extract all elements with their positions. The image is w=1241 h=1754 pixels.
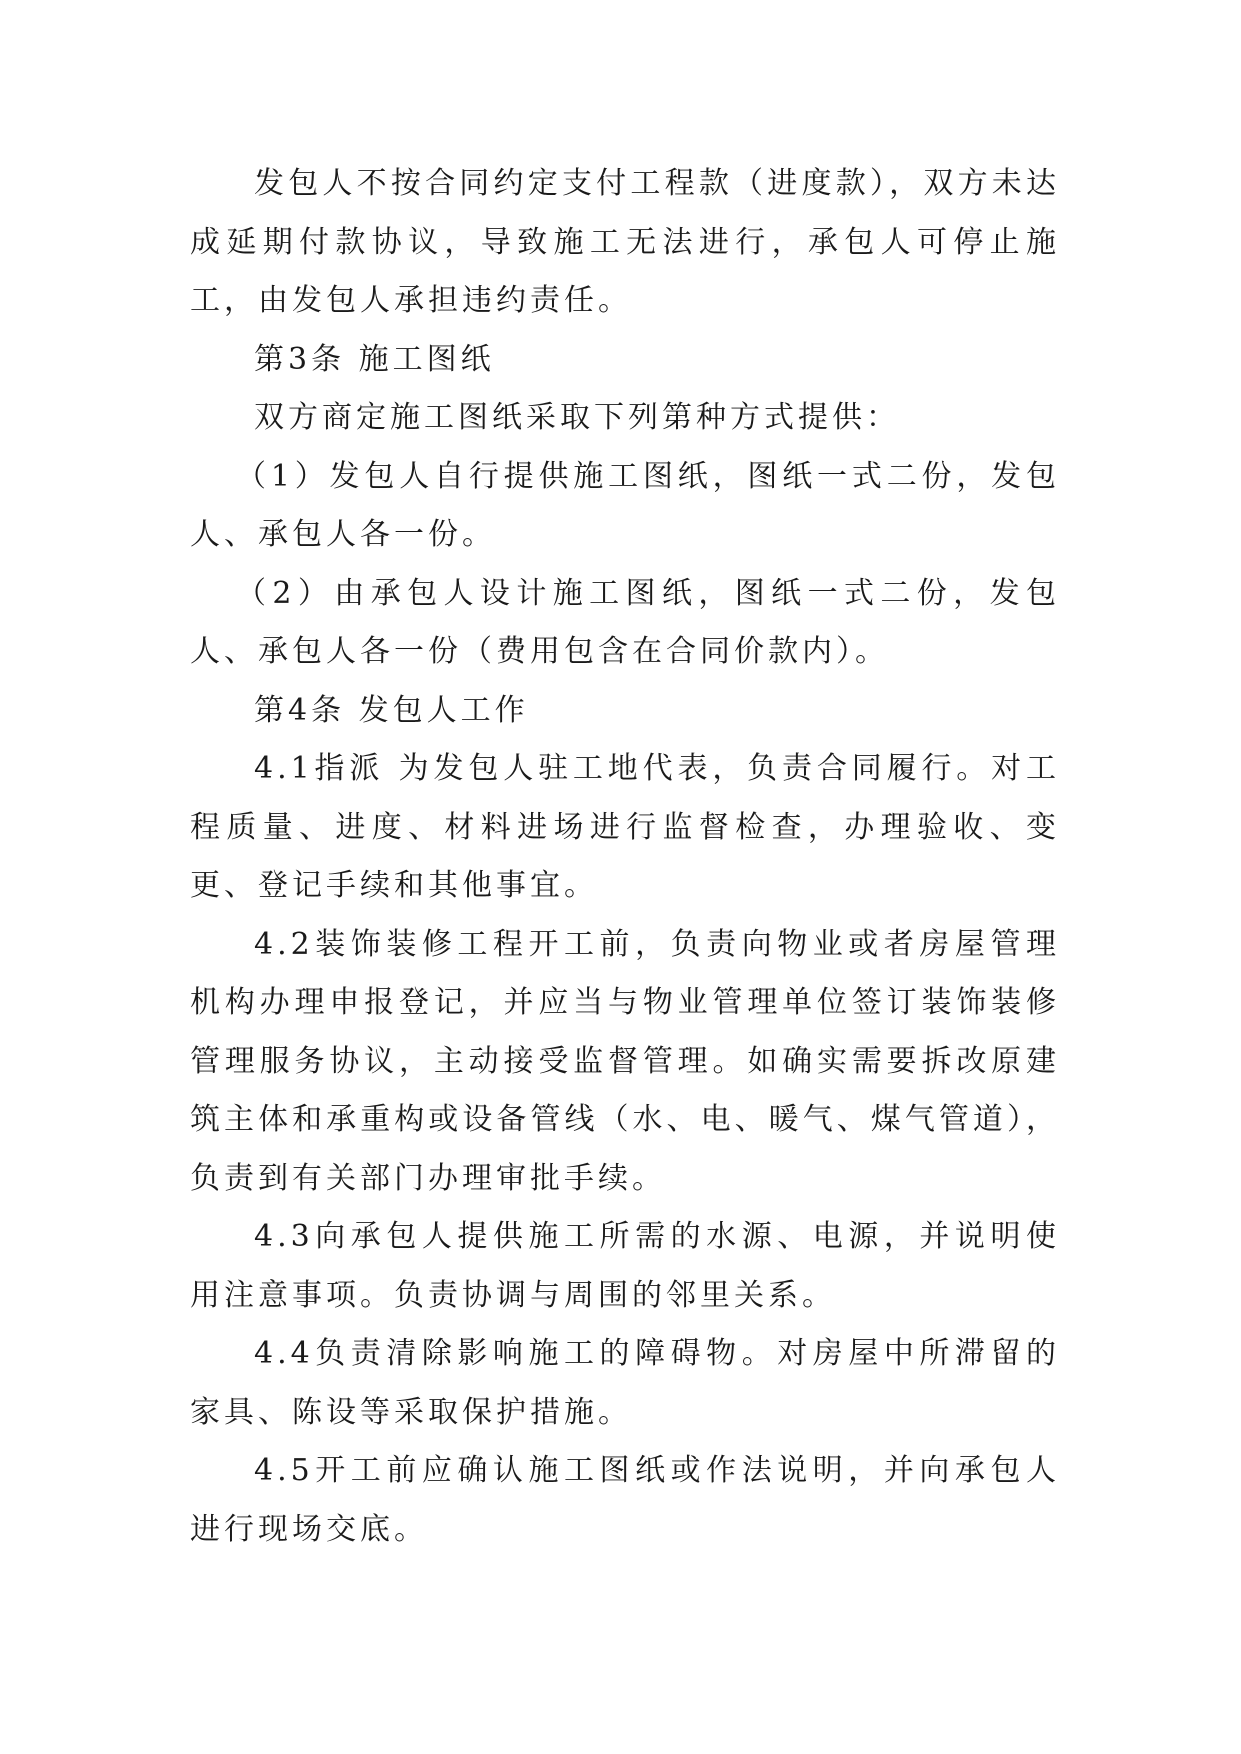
paragraph-4-5: 4.5开工前应确认施工图纸或作法说明，并向承包人进行现场交底。 bbox=[190, 1453, 1060, 1547]
paragraph-option-1: （1）发包人自行提供施工图纸，图纸一式二份，发包人、承包人各一份。 bbox=[190, 458, 1060, 552]
paragraph-payment-default: 发包人不按合同约定支付工程款（进度款），双方未达成延期付款协议，导致施工无法进行，承包人可停止施工，由发包人承担违约责任。 bbox=[190, 166, 1060, 318]
contract-body bbox=[190, 155, 1060, 1559]
paragraph-option-2: （2）由承包人设计施工图纸，图纸一式二份，发包人、承包人各一份（费用包含在合同价款内）。 bbox=[190, 575, 1060, 669]
heading-article-3: 第3条 施工图纸 bbox=[254, 341, 495, 377]
heading-article-4: 第4条 发包人工作 bbox=[254, 692, 529, 728]
paragraph-4-3: 4.3向承包人提供施工所需的水源、电源，并说明使用注意事项。负责协调与周围的邻里关系。 bbox=[190, 1219, 1060, 1313]
paragraph-4-1: 4.1指派 为发包人驻工地代表，负责合同履行。对工程质量、进度、材料进场进行监督检查，办理验收、变更、登记手续和其他事宜。 bbox=[190, 751, 1060, 903]
paragraph-4-2: 4.2装饰装修工程开工前，负责向物业或者房屋管理机构办理申报登记，并应当与物业管理单位签订装饰装修管理服务协议，主动接受监督管理。如确实需要拆改原建筑主体和承重构或设备管线（水、电、暖气、煤气管道），负责到有关部门办理审批手续。 bbox=[190, 926, 1060, 1196]
paragraph-4-4: 4.4负责清除影响施工的障碍物。对房屋中所滞留的家具、陈设等采取保护措施。 bbox=[190, 1336, 1060, 1430]
paragraph-drawing-method: 双方商定施工图纸采取下列第种方式提供： bbox=[254, 400, 900, 435]
